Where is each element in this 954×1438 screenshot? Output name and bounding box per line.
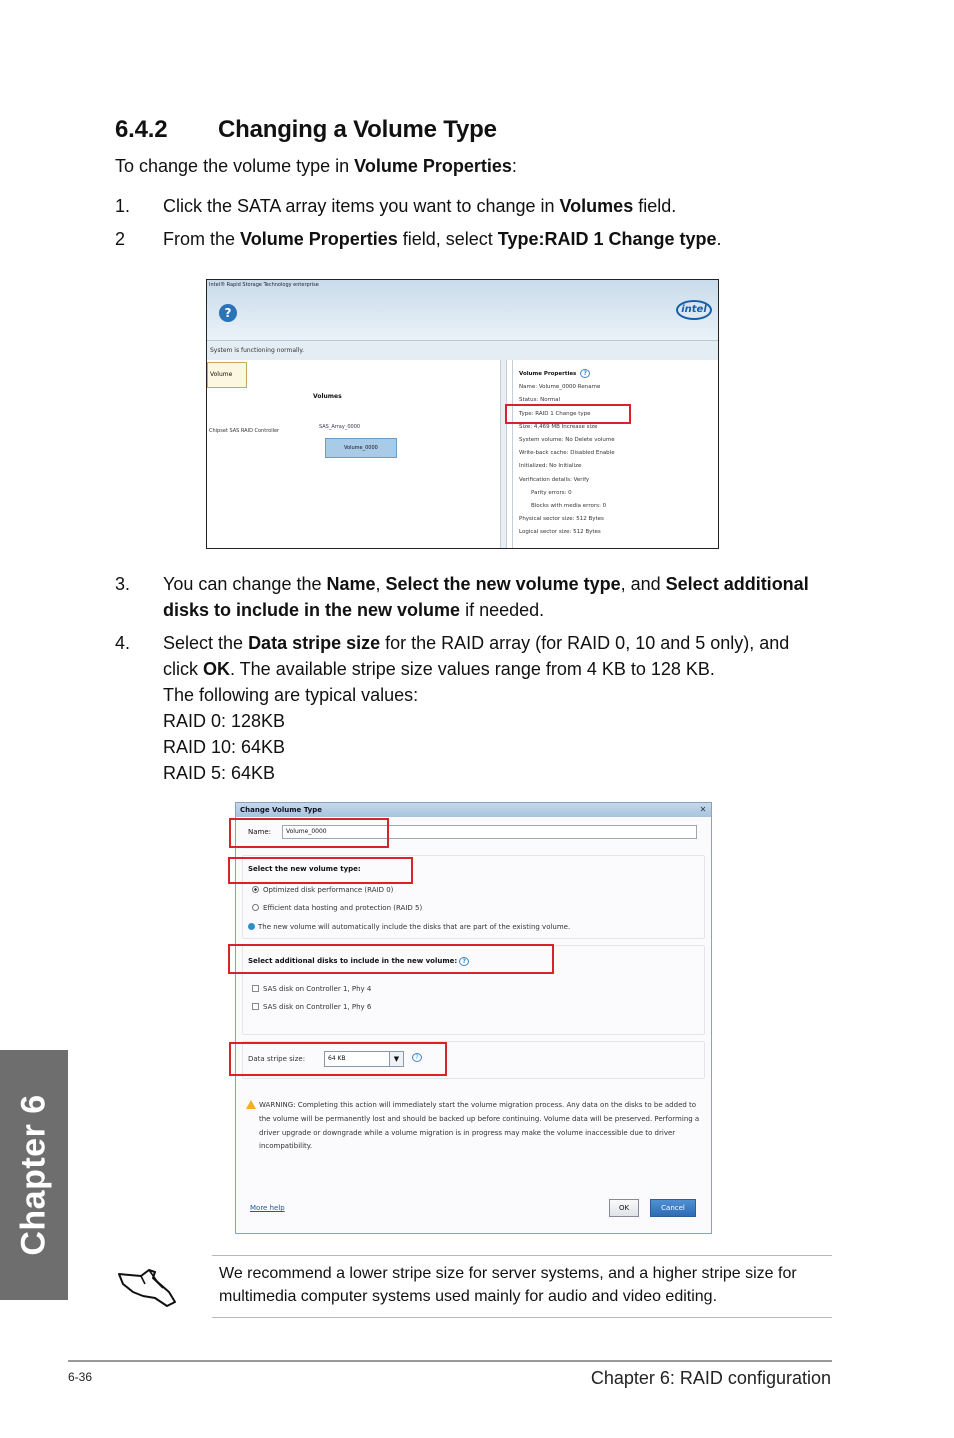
volumes-nav-button[interactable]: Volume xyxy=(207,362,247,388)
prop-name: Name: Volume_0000 Rename xyxy=(519,384,601,391)
typical-values-intro: The following are typical values: xyxy=(163,685,419,705)
footer-rule xyxy=(68,1360,832,1362)
prop-media-errors: Blocks with media errors: 0 xyxy=(531,503,607,510)
highlight-additional-disks xyxy=(228,944,554,974)
volume-properties-panel xyxy=(512,360,718,549)
checkbox-phy4[interactable] xyxy=(252,985,259,992)
prop-logical-sector: Logical sector size: 512 Bytes xyxy=(519,529,601,536)
stripe-label: Data stripe size: xyxy=(248,1055,306,1063)
section-number: 6.4.2 xyxy=(115,116,168,143)
page-number: 6-36 xyxy=(68,1370,93,1384)
typical-raid10: RAID 10: 64KB xyxy=(163,737,286,757)
section-heading xyxy=(115,116,497,144)
select-type-label: Select the new volume type: xyxy=(248,865,361,873)
step-1-number: 1. xyxy=(115,196,131,216)
dialog-title: Change Volume Type xyxy=(240,806,322,814)
note-top-rule xyxy=(212,1255,832,1256)
volume-item-selected[interactable]: Volume_0000 xyxy=(325,438,397,458)
radio-raid5-button[interactable] xyxy=(252,904,259,911)
footer-chapter: Chapter 6: RAID configuration xyxy=(590,1368,831,1388)
pane-splitter[interactable] xyxy=(500,360,507,549)
close-icon[interactable]: ✕ xyxy=(699,805,707,814)
volume-properties-header: Volume Properties ? xyxy=(519,368,718,381)
question-icon[interactable]: ? xyxy=(219,304,237,322)
step-4-text: Select the Data stripe size for the RAID array (for RAID 0, 10 and 5 only), and click OK. The available stripe size values range from 4 KB to 128 KB. The following are typical values: RAID 0: 128KB RAID 10: 64KB RAID 5: 64KB xyxy=(163,630,823,786)
help-icon[interactable]: ? xyxy=(412,1053,422,1062)
prop-initialized: Initialized: No Initialize xyxy=(519,463,582,470)
stripe-size-select[interactable]: 64 KB ▼ xyxy=(324,1051,404,1067)
info-icon xyxy=(248,923,255,930)
radio-raid5[interactable]: Efficient data hosting and protection (RAID 5) xyxy=(252,904,422,912)
help-icon[interactable]: ? xyxy=(459,957,469,966)
intro-paragraph: To change the volume type in Volume Properties: xyxy=(115,156,517,176)
add-disks-label: Select additional disks to include in the new volume: ? xyxy=(248,957,469,966)
migration-warning: WARNING: Completing this action will immediately start the volume migration process. Any data on the disks to be added to the volume will be permanently lost and should be backed up before continuing. Volume data will be preserved. Performing a driver upgrade or downgrade while a volume migration is in progress may make the volume inaccessible due to driver incompatibility. xyxy=(259,1101,700,1151)
prop-verification: Verification details: Verify xyxy=(519,476,590,483)
prop-status: Status: Normal xyxy=(519,397,561,404)
section-title: Changing a Volume Type xyxy=(218,116,497,143)
note-bottom-rule xyxy=(212,1317,832,1318)
warning-icon xyxy=(246,1100,256,1109)
highlight-name xyxy=(229,818,389,848)
volumes-header: Volumes xyxy=(313,393,342,400)
rst-header xyxy=(207,280,718,340)
ok-button[interactable]: OK xyxy=(609,1199,639,1217)
help-icon[interactable]: ? xyxy=(580,369,590,378)
chevron-down-icon[interactable]: ▼ xyxy=(389,1052,403,1066)
radio-raid0[interactable]: Optimized disk performance (RAID 0) xyxy=(252,886,393,894)
prop-parity-errors: Parity errors: 0 xyxy=(531,489,572,496)
step-3-text: You can change the Name, Select the new volume type, and Select additional disks to include in the new volume if needed. xyxy=(163,574,809,620)
step-3-number: 3. xyxy=(115,574,131,594)
rst-console-screenshot xyxy=(206,279,719,549)
controller-label: Chipset SAS RAID Controller xyxy=(209,428,280,434)
array-label[interactable]: SAS_Array_0000 xyxy=(319,424,361,430)
step-2-number: 2 xyxy=(115,229,126,249)
rst-status: System is functioning normally. xyxy=(207,340,718,360)
rst-title: Intel® Rapid Storage Technology enterprise xyxy=(209,282,319,288)
highlight-volume-type xyxy=(228,857,413,884)
name-input[interactable]: Volume_0000 xyxy=(282,825,697,839)
name-label: Name: xyxy=(248,828,272,836)
note-text: We recommend a lower stripe size for server systems, and a higher stripe size for multimedia computer systems used mainly for audio and video editing. xyxy=(219,1265,797,1305)
chapter-tab-label: Chapter 6 xyxy=(14,1094,53,1256)
prop-write-back-cache: Write-back cache: Disabled Enable xyxy=(519,450,615,457)
checkbox-phy6[interactable] xyxy=(252,1003,259,1010)
prop-size: Size: 4,469 MB Increase size xyxy=(519,423,598,430)
highlight-change-type xyxy=(505,404,631,424)
type-note: The new volume will automatically include the disks that are part of the existing volume. xyxy=(248,923,570,931)
typical-raid0: RAID 0: 128KB xyxy=(163,711,286,731)
prop-type[interactable]: Type: RAID 1 Change type xyxy=(519,410,591,417)
prop-physical-sector: Physical sector size: 512 Bytes xyxy=(519,516,604,523)
prop-system-volume: System volume: No Delete volume xyxy=(519,437,615,444)
disk-checkbox-phy4[interactable]: SAS disk on Controller 1, Phy 4 xyxy=(252,985,371,993)
step-4-number: 4. xyxy=(115,633,131,653)
highlight-stripe-size xyxy=(229,1042,447,1076)
disk-checkbox-phy6[interactable]: SAS disk on Controller 1, Phy 6 xyxy=(252,1003,371,1011)
hand-pointer-icon xyxy=(115,1262,179,1308)
chapter-tab xyxy=(0,1050,68,1300)
step-1-text: Click the SATA array items you want to change in Volumes field. xyxy=(163,196,677,216)
more-help-link[interactable]: More help xyxy=(250,1204,285,1212)
step-2-text: From the Volume Properties field, select Type:RAID 1 Change type. xyxy=(163,229,722,249)
radio-raid0-button[interactable] xyxy=(252,886,259,893)
typical-raid5: RAID 5: 64KB xyxy=(163,763,276,783)
cancel-button[interactable]: Cancel xyxy=(650,1199,696,1217)
dialog-titlebar xyxy=(236,803,711,817)
intel-logo: intel xyxy=(676,300,712,320)
